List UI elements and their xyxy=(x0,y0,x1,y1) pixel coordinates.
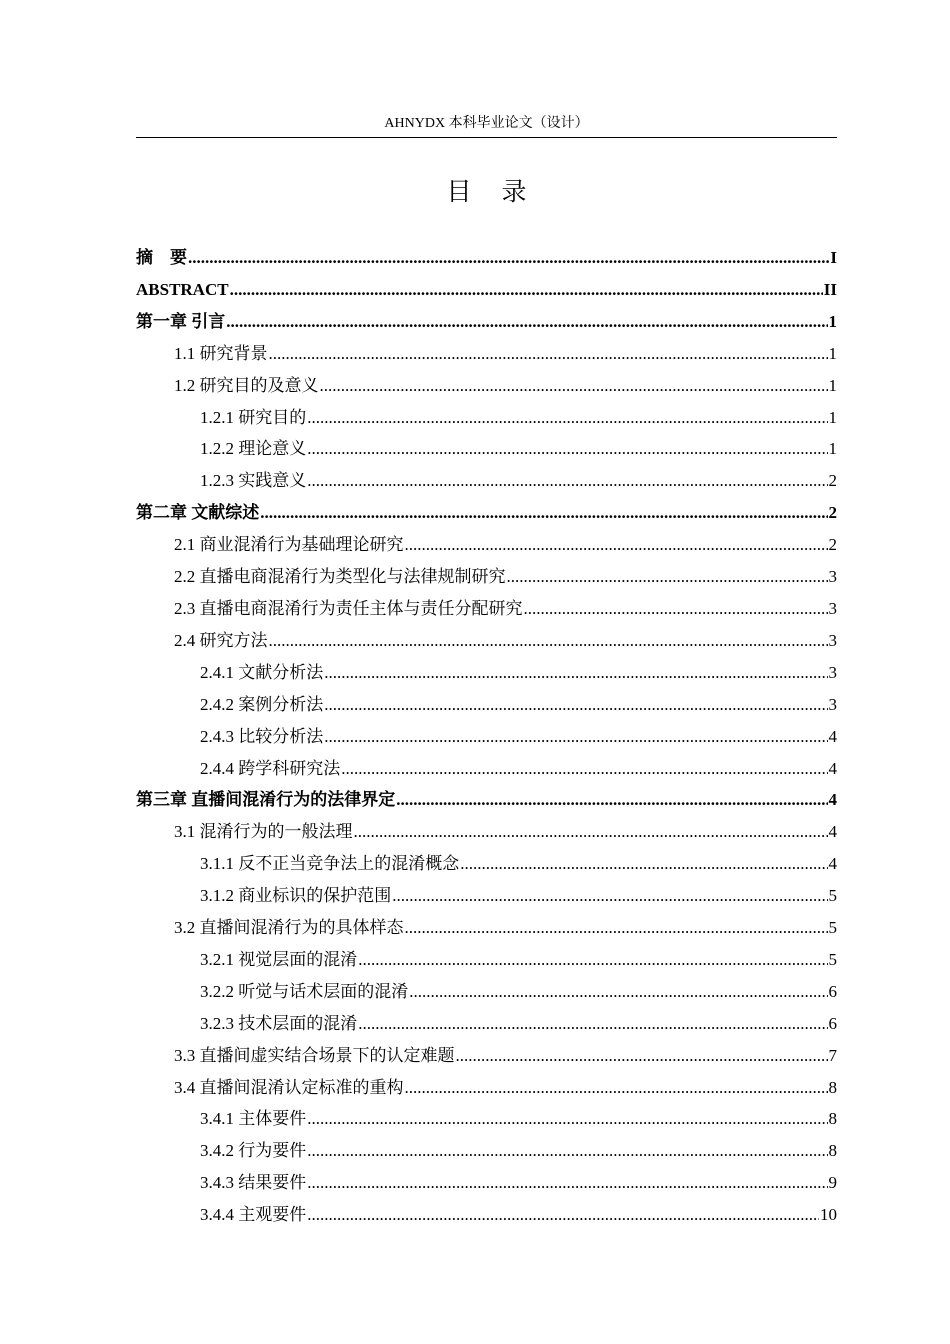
toc-dot-leader xyxy=(269,338,828,370)
toc-dot-leader xyxy=(392,880,827,912)
toc-dot-leader xyxy=(307,1135,827,1167)
toc-dot-leader xyxy=(507,561,828,593)
header-rule xyxy=(136,137,837,138)
toc-entry-page: 2 xyxy=(828,535,837,555)
toc-dot-leader xyxy=(307,433,827,465)
toc-entry[interactable] xyxy=(136,753,837,785)
toc-entry-page: 2 xyxy=(828,503,837,523)
toc-entry[interactable] xyxy=(136,338,837,370)
toc-entry-page: 1 xyxy=(828,375,837,395)
toc-entry-page: 10 xyxy=(820,1205,837,1225)
toc-entry[interactable] xyxy=(136,1199,837,1231)
toc-entry-page: 5 xyxy=(828,949,837,969)
toc-entry-label: 3.2 直播间混淆行为的具体样态 xyxy=(174,918,404,938)
toc-entry-page: II xyxy=(823,279,837,299)
toc-entry[interactable] xyxy=(136,593,837,625)
toc-entry-page: 7 xyxy=(828,1045,837,1065)
toc-entry-label: 2.2 直播电商混淆行为类型化与法律规制研究 xyxy=(174,567,506,587)
toc-entry[interactable] xyxy=(136,1008,837,1040)
toc-entry[interactable] xyxy=(136,784,837,816)
toc-dot-leader xyxy=(358,1008,827,1040)
toc-entry-page: 4 xyxy=(828,854,837,874)
toc-entry[interactable] xyxy=(136,497,837,529)
toc-dot-leader xyxy=(405,1072,828,1104)
toc-entry[interactable] xyxy=(136,306,837,338)
toc-dot-leader xyxy=(524,593,828,625)
toc-entry-page: 3 xyxy=(828,630,837,650)
toc-entry-label: 3.4.1 主体要件 xyxy=(200,1109,307,1129)
toc-entry-label: 1.2 研究目的及意义 xyxy=(174,375,319,395)
toc-dot-leader xyxy=(307,1167,827,1199)
toc-entry-label: 3.2.2 听觉与话术层面的混淆 xyxy=(200,981,409,1001)
toc-entry-page: 4 xyxy=(828,822,837,842)
toc-entry[interactable] xyxy=(136,402,837,434)
toc-dot-leader xyxy=(405,529,828,561)
toc-dot-leader xyxy=(226,306,827,338)
toc-dot-leader xyxy=(324,689,827,721)
toc-entry-label: 3.3 直播间虚实结合场景下的认定难题 xyxy=(174,1045,455,1065)
toc-entry[interactable] xyxy=(136,689,837,721)
toc-entry[interactable] xyxy=(136,370,837,402)
toc-entry[interactable] xyxy=(136,816,837,848)
toc-entry[interactable] xyxy=(136,242,837,274)
toc-entry-label: 2.1 商业混淆行为基础理论研究 xyxy=(174,535,404,555)
toc-entry-label: 3.4.2 行为要件 xyxy=(200,1141,307,1161)
toc-entry-page: 4 xyxy=(828,790,837,810)
toc-entry-page: 8 xyxy=(828,1109,837,1129)
toc-dot-leader xyxy=(260,497,827,529)
toc-entry[interactable] xyxy=(136,721,837,753)
toc-entry-page: 1 xyxy=(828,407,837,427)
toc-entry-label: 3.1.2 商业标识的保护范围 xyxy=(200,886,392,906)
toc-entry-page: 3 xyxy=(828,598,837,618)
toc-entry-label: 2.3 直播电商混淆行为责任主体与责任分配研究 xyxy=(174,598,523,618)
toc-entry-page: 4 xyxy=(828,758,837,778)
toc-entry[interactable] xyxy=(136,433,837,465)
toc-dot-leader xyxy=(409,976,827,1008)
toc-entry-label: 3.1 混淆行为的一般法理 xyxy=(174,822,353,842)
toc-entry-label: 第三章 直播间混淆行为的法律界定 xyxy=(136,790,396,810)
toc-entry[interactable] xyxy=(136,912,837,944)
toc-dot-leader xyxy=(405,912,828,944)
toc-dot-leader xyxy=(307,465,827,497)
toc-entry-label: 1.1 研究背景 xyxy=(174,343,268,363)
toc-entry-page: 1 xyxy=(828,439,837,459)
toc-entry-page: 5 xyxy=(828,886,837,906)
toc-entry-page: 3 xyxy=(828,662,837,682)
table-of-contents xyxy=(136,242,837,1231)
toc-dot-leader xyxy=(188,242,829,274)
toc-entry[interactable] xyxy=(136,657,837,689)
toc-dot-leader xyxy=(307,1103,827,1135)
toc-dot-leader xyxy=(358,944,827,976)
toc-dot-leader xyxy=(396,784,827,816)
toc-entry-page: 9 xyxy=(828,1173,837,1193)
toc-title xyxy=(136,170,837,216)
toc-dot-leader xyxy=(307,402,827,434)
toc-entry-page: 6 xyxy=(828,1013,837,1033)
toc-dot-leader xyxy=(324,657,827,689)
toc-entry-page: 8 xyxy=(828,1077,837,1097)
toc-entry-label: 2.4.4 跨学科研究法 xyxy=(200,758,341,778)
toc-entry-label: 3.4 直播间混淆认定标准的重构 xyxy=(174,1077,404,1097)
page-header: AHNYDX 本科毕业论文（设计） xyxy=(384,116,589,131)
toc-entry-label: 第二章 文献综述 xyxy=(136,503,260,523)
toc-entry-label: 3.4.4 主观要件 xyxy=(200,1205,307,1225)
toc-entry-label: 1.2.3 实践意义 xyxy=(200,471,307,491)
toc-entry-label: ABSTRACT xyxy=(136,279,229,299)
toc-entry-label: 3.1.1 反不正当竞争法上的混淆概念 xyxy=(200,854,460,874)
toc-entry-page: 3 xyxy=(828,567,837,587)
toc-dot-leader xyxy=(269,625,828,657)
toc-dot-leader xyxy=(324,721,827,753)
toc-entry[interactable] xyxy=(136,1167,837,1199)
toc-entry-page: I xyxy=(830,248,837,267)
toc-entry[interactable] xyxy=(136,274,837,306)
toc-dot-leader xyxy=(230,274,823,306)
toc-entry-label: 2.4.1 文献分析法 xyxy=(200,662,324,682)
toc-entry-label: 1.2.1 研究目的 xyxy=(200,407,307,427)
toc-entry-label: 3.2.1 视觉层面的混淆 xyxy=(200,949,358,969)
toc-entry[interactable] xyxy=(136,625,837,657)
toc-entry[interactable] xyxy=(136,561,837,593)
toc-entry-page: 3 xyxy=(828,694,837,714)
toc-entry[interactable] xyxy=(136,1072,837,1104)
toc-entry-page: 8 xyxy=(828,1141,837,1161)
toc-entry[interactable] xyxy=(136,465,837,497)
toc-dot-leader xyxy=(460,848,827,880)
toc-title-second: 录 xyxy=(501,179,527,206)
toc-entry[interactable] xyxy=(136,944,837,976)
toc-entry-label: 2.4.2 案例分析法 xyxy=(200,694,324,714)
toc-entry-page: 1 xyxy=(828,311,837,331)
toc-entry-page: 4 xyxy=(828,726,837,746)
toc-entry[interactable] xyxy=(136,848,837,880)
toc-entry-page: 6 xyxy=(828,981,837,1001)
toc-entry[interactable] xyxy=(136,1040,837,1072)
toc-dot-leader xyxy=(341,753,827,785)
toc-dot-leader xyxy=(354,816,828,848)
toc-dot-leader xyxy=(320,370,828,402)
toc-entry-label: 第一章 引言 xyxy=(136,311,226,331)
toc-entry[interactable] xyxy=(136,880,837,912)
toc-entry-label: 3.2.3 技术层面的混淆 xyxy=(200,1013,358,1033)
toc-title-first: 目 xyxy=(446,179,472,206)
toc-entry-label: 3.4.3 结果要件 xyxy=(200,1173,307,1193)
toc-entry-label: 2.4.3 比较分析法 xyxy=(200,726,324,746)
toc-entry-page: 1 xyxy=(828,343,837,363)
toc-entry-page: 2 xyxy=(828,471,837,491)
toc-entry[interactable] xyxy=(136,1135,837,1167)
toc-entry-label: 2.4 研究方法 xyxy=(174,630,268,650)
toc-entry-page: 5 xyxy=(828,918,837,938)
toc-entry-label: 摘 要 xyxy=(136,248,187,267)
toc-entry[interactable] xyxy=(136,1103,837,1135)
toc-entry[interactable] xyxy=(136,976,837,1008)
toc-dot-leader xyxy=(307,1199,819,1231)
toc-dot-leader xyxy=(456,1040,828,1072)
toc-entry-label: 1.2.2 理论意义 xyxy=(200,439,307,459)
toc-entry[interactable] xyxy=(136,529,837,561)
